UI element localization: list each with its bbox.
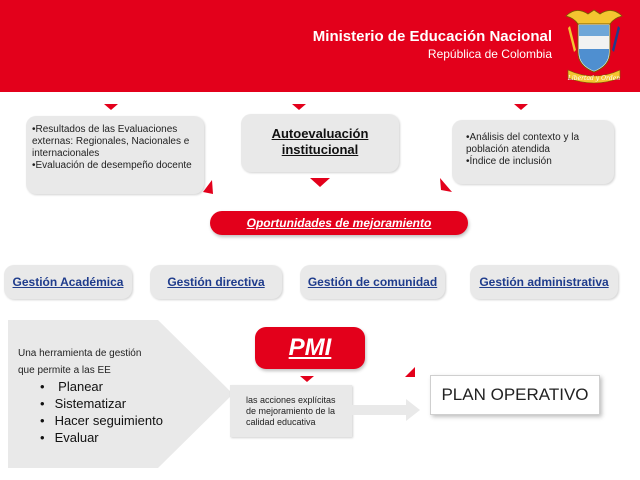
- marker-triangle: [514, 104, 528, 110]
- marker-triangle: [300, 376, 314, 382]
- gestion-administrativa-pill[interactable]: Gestión administrativa: [470, 265, 618, 299]
- list-item: •Resultados de las Evaluaciones externas: Regionales, Nacionales e internacionales: [32, 124, 190, 159]
- explicit-actions-text: las acciones explícitas de mejoramiento de la calidad educativa: [246, 395, 336, 427]
- tool-description: Una herramienta de gestión que permite a las EE: [18, 348, 142, 376]
- self-evaluation-title: Autoevaluación institucional: [271, 126, 369, 157]
- gestion-directiva-pill[interactable]: Gestión directiva: [150, 265, 282, 299]
- list-item: • Evaluar: [40, 429, 163, 446]
- improvement-opportunities-ribbon: Oportunidades de mejoramiento: [210, 211, 468, 235]
- arrow-right-icon: [440, 178, 452, 192]
- list-item: •Evaluación de desempeño docente: [32, 160, 192, 171]
- explicit-actions-box: [230, 385, 352, 437]
- gestion-comunidad-pill[interactable]: Gestión de comunidad: [300, 265, 445, 299]
- arrow-left-icon: [203, 180, 213, 194]
- marker-triangle: [104, 104, 118, 110]
- connector-arrow-icon: [352, 398, 422, 422]
- list-item: • Hacer seguimiento: [40, 412, 163, 429]
- country-subtitle: República de Colombia: [427, 47, 552, 61]
- ministry-title: Ministerio de Educación Nacional: [312, 28, 552, 45]
- coat-of-arms-icon: [562, 4, 626, 88]
- pmi-label: PMI: [255, 327, 365, 369]
- header-banner: [0, 0, 640, 92]
- list-item: • Planear: [40, 378, 163, 395]
- marker-triangle: [292, 104, 306, 110]
- list-item: •Análisis del contexto y la población atendida: [466, 132, 580, 155]
- tool-actions-list: [40, 378, 163, 446]
- self-evaluation-box: [241, 114, 399, 172]
- arrow-center-icon: [310, 178, 330, 187]
- plan-operativo-box: PLAN OPERATIVO: [430, 375, 600, 415]
- list-item: • Sistematizar: [40, 395, 163, 412]
- list-item: •Índice de inclusión: [466, 156, 552, 167]
- motto-text: Libertad y Orden: [567, 75, 621, 82]
- gestion-academica-pill[interactable]: Gestión Académica: [4, 265, 132, 299]
- arrow-plan-icon: [403, 366, 417, 378]
